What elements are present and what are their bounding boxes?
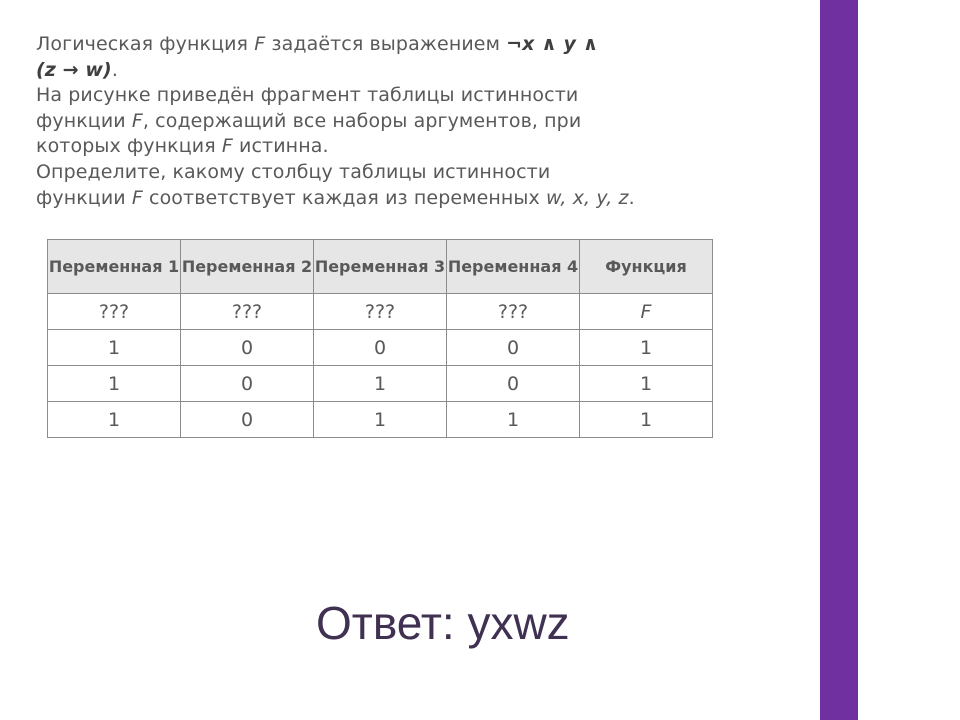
problem-line-6	[36, 160, 776, 186]
header-variable-2: Переменная 2	[181, 240, 314, 294]
problem-statement	[36, 32, 776, 211]
problem-text: истинна.	[232, 135, 329, 158]
table-row	[48, 330, 713, 366]
table-cell: 1	[314, 402, 447, 438]
table-row	[48, 294, 713, 330]
problem-text: .	[111, 58, 118, 81]
table-cell: 0	[181, 330, 314, 366]
table-cell: 1	[48, 402, 181, 438]
table-cell: 0	[181, 402, 314, 438]
problem-line-2	[36, 58, 776, 84]
problem-text: задаётся выражением	[265, 33, 507, 55]
table-cell: ???	[181, 294, 314, 330]
problem-line-1	[36, 32, 776, 58]
table-cell: 1	[447, 402, 580, 438]
accent-bar	[820, 0, 858, 720]
header-function: Функция	[580, 240, 713, 294]
table-row	[48, 366, 713, 402]
problem-line-7	[36, 186, 776, 212]
problem-text: Определите, какому столбцу таблицы истинности	[36, 160, 551, 183]
function-name: F	[131, 186, 143, 209]
problem-text: функции	[36, 186, 132, 209]
answer-text: Ответ: yxwz	[316, 597, 570, 649]
table-cell: 1	[580, 402, 713, 438]
table-cell: 0	[447, 366, 580, 402]
problem-text: Логическая функция	[36, 33, 255, 55]
formula-part-2: (z → w)	[36, 58, 112, 81]
table-cell: ???	[447, 294, 580, 330]
table-cell: 0	[314, 330, 447, 366]
problem-text: которых функция	[36, 135, 222, 158]
problem-line-5	[36, 134, 776, 160]
header-variable-3: Переменная 3	[314, 240, 447, 294]
problem-text: , содержащий все наборы аргументов, при	[142, 109, 582, 132]
function-name: F	[254, 33, 266, 55]
problem-line-3	[36, 83, 776, 109]
problem-text: функции	[36, 109, 132, 132]
table-cell: 0	[181, 366, 314, 402]
table-cell: ???	[314, 294, 447, 330]
problem-text: соответствует каждая из переменных	[142, 186, 546, 209]
function-name: F	[221, 135, 233, 158]
formula-part-1: ¬x ∧ y ∧	[506, 33, 599, 55]
table-cell: 1	[580, 366, 713, 402]
table-cell: 1	[48, 366, 181, 402]
function-name: F	[131, 109, 143, 132]
table-cell: F	[580, 294, 713, 330]
table-cell: 0	[447, 330, 580, 366]
table-header-row	[48, 240, 713, 294]
truth-table	[47, 239, 713, 438]
table-cell: 1	[48, 330, 181, 366]
header-variable-4: Переменная 4	[447, 240, 580, 294]
header-variable-1: Переменная 1	[48, 240, 181, 294]
problem-text: На рисунке приведён фрагмент таблицы истинности	[36, 84, 579, 107]
table-cell: 1	[314, 366, 447, 402]
variable-list: w, x, y, z	[546, 186, 629, 209]
table-cell: 1	[580, 330, 713, 366]
problem-line-4	[36, 109, 776, 135]
table-row	[48, 402, 713, 438]
table-cell: ???	[48, 294, 181, 330]
problem-text: .	[628, 186, 635, 209]
